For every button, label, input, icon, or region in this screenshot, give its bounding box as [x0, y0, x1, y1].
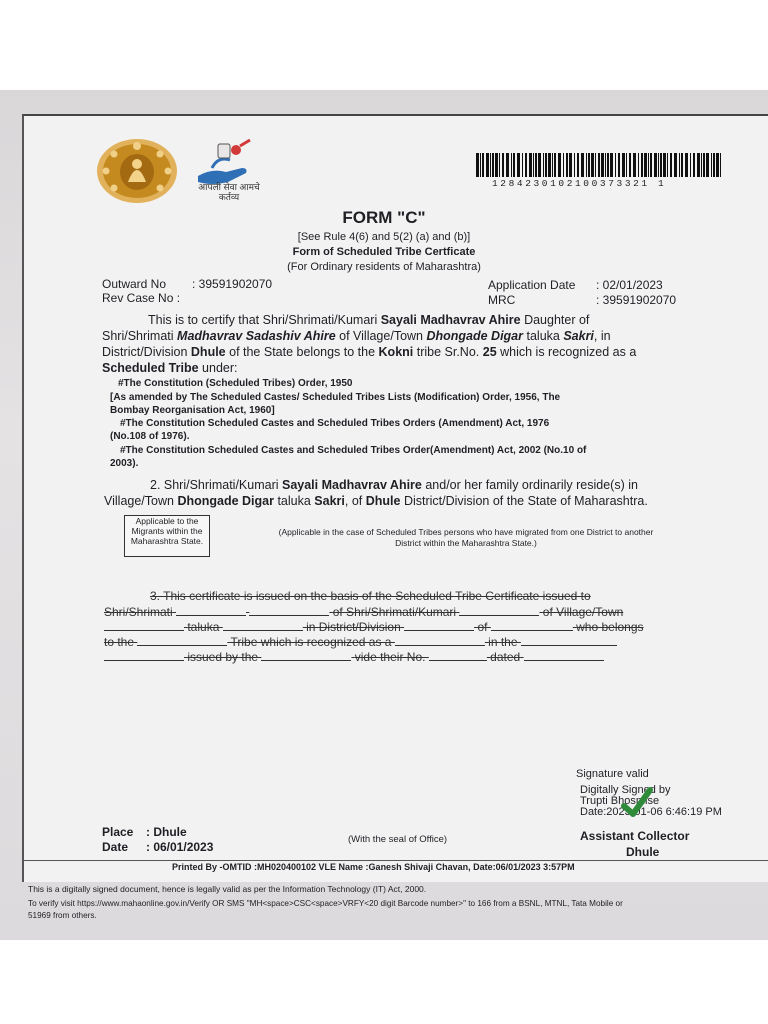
order-2002: #The Constitution Scheduled Castes and Scheduled Tribes Order(Amendment) Act, 2002 (No.10 of 2003). — [110, 445, 587, 469]
designation: Assistant Collector — [580, 829, 690, 843]
struck-line-4: to the Tribe which is recognized as a in the — [104, 634, 704, 650]
aaple-sarkar-hand-icon — [192, 138, 256, 188]
signature-valid-check-icon — [620, 786, 654, 820]
order-1956: [As amended by The Scheduled Castes/ Scheduled Tribes Lists (Modification) Order, 1956, The Bombay Reorganisation Act, 1960] — [110, 392, 561, 416]
application-date-label: Application Date — [488, 278, 576, 292]
order-1976: #The Constitution Scheduled Castes and Scheduled Tribes Orders (Amendment) Act, 1976 (No.108 of 1976). — [110, 418, 550, 442]
signature-date: Date:2023-01-06 6:46:19 PM — [580, 806, 722, 818]
signer-name: Trupti Bhosmise — [580, 795, 660, 807]
mrc-value: : 39591902070 — [596, 293, 677, 307]
migrant-applicability-box: Applicable to the Migrants within the Maharashtra State. — [124, 515, 210, 557]
printed-by-divider — [22, 860, 768, 861]
migrant-note: (Applicable in the case of Scheduled Tribes persons who have migrated from one District to another District within the Maharashtra State.) — [278, 527, 654, 548]
application-date-value: : 02/01/2023 — [596, 278, 663, 292]
motto-text: आपली सेवा आमचे कर्तव्य — [198, 182, 260, 202]
printed-by: Printed By -OMTID :MH020400102 VLE Name :Ganesh Shivaji Chavan, Date:06/01/2023 3:57PM — [172, 862, 575, 872]
outward-no-value: : 39591902070 — [192, 277, 273, 291]
order-1950: #The Constitution (Scheduled Tribes) Order, 1950 — [118, 378, 353, 389]
verify-instructions: To verify visit https://www.mahaonline.gov.in/Verify OR SMS "MH<space>CSC<space>VRFY<20 digit Barcode number>" to 166 from a BSNL, MTNL, Tata Mobile or 51969 from others. — [28, 899, 623, 920]
mrc-label: MRC — [488, 293, 516, 307]
barcode — [476, 153, 724, 177]
struck-line-5: issued by the vide their No. dated — [104, 649, 704, 665]
barcode-number: 1284230102100373321 1 — [492, 178, 667, 189]
digitally-signed-by: Digitally Signed by — [580, 784, 671, 796]
struck-line-3: taluka in District/Division of who belongs — [104, 619, 704, 635]
maharashtra-seal-icon — [94, 136, 180, 206]
rule-reference: [See Rule 4(6) and 5(2) (a) and (b)] — [297, 231, 471, 243]
date-label: Date — [102, 840, 129, 854]
struck-line-1: 3. This certificate is issued on the basis of the Scheduled Tribe Certificate issued to — [150, 589, 591, 603]
place-value: : Dhule — [146, 825, 187, 839]
outward-no-label: Outward No — [102, 277, 167, 291]
place-label: Place — [102, 825, 134, 839]
residence-paragraph: 2. Shri/Shrimati/Kumari Sayali Madhavrav Ahire and/or her family ordinarily reside(s) in Village/Town Dhongade Digar taluka Sakri, of Dhule District/Division of the State of Maharashtra. — [104, 478, 648, 508]
form-title: FORM "C" — [342, 208, 426, 227]
seal-note: (With the seal of Office) — [348, 834, 448, 845]
legal-disclaimer: This is a digitally signed document, hence is legally valid as per the Information Technology (IT) Act, 2000. — [28, 884, 427, 894]
signer-district: Dhule — [626, 845, 660, 859]
date-value: : 06/01/2023 — [146, 840, 214, 854]
struck-line-2: Shri/Shrimati of Shri/Shrimati/Kumari of Village/Town — [104, 605, 624, 619]
residents-note: (For Ordinary residents of Maharashtra) — [287, 261, 481, 273]
certify-paragraph: This is to certify that Shri/Shrimati/Kumari Sayali Madhavrav Ahire Daughter of Shri/Shrimati Madhavrav Sadashiv Ahire of Village/Town Dhongade Digar taluka Sakri, in District/Division Dhule of the State belongs to the Kokni tribe Sr.No. 25 which is recognized as a Scheduled Tribe under: — [102, 313, 637, 375]
form-subtitle: Form of Scheduled Tribe Certficate — [292, 246, 476, 258]
signature-valid: Signature valid — [576, 768, 649, 780]
rev-case-label: Rev Case No : — [102, 291, 181, 305]
